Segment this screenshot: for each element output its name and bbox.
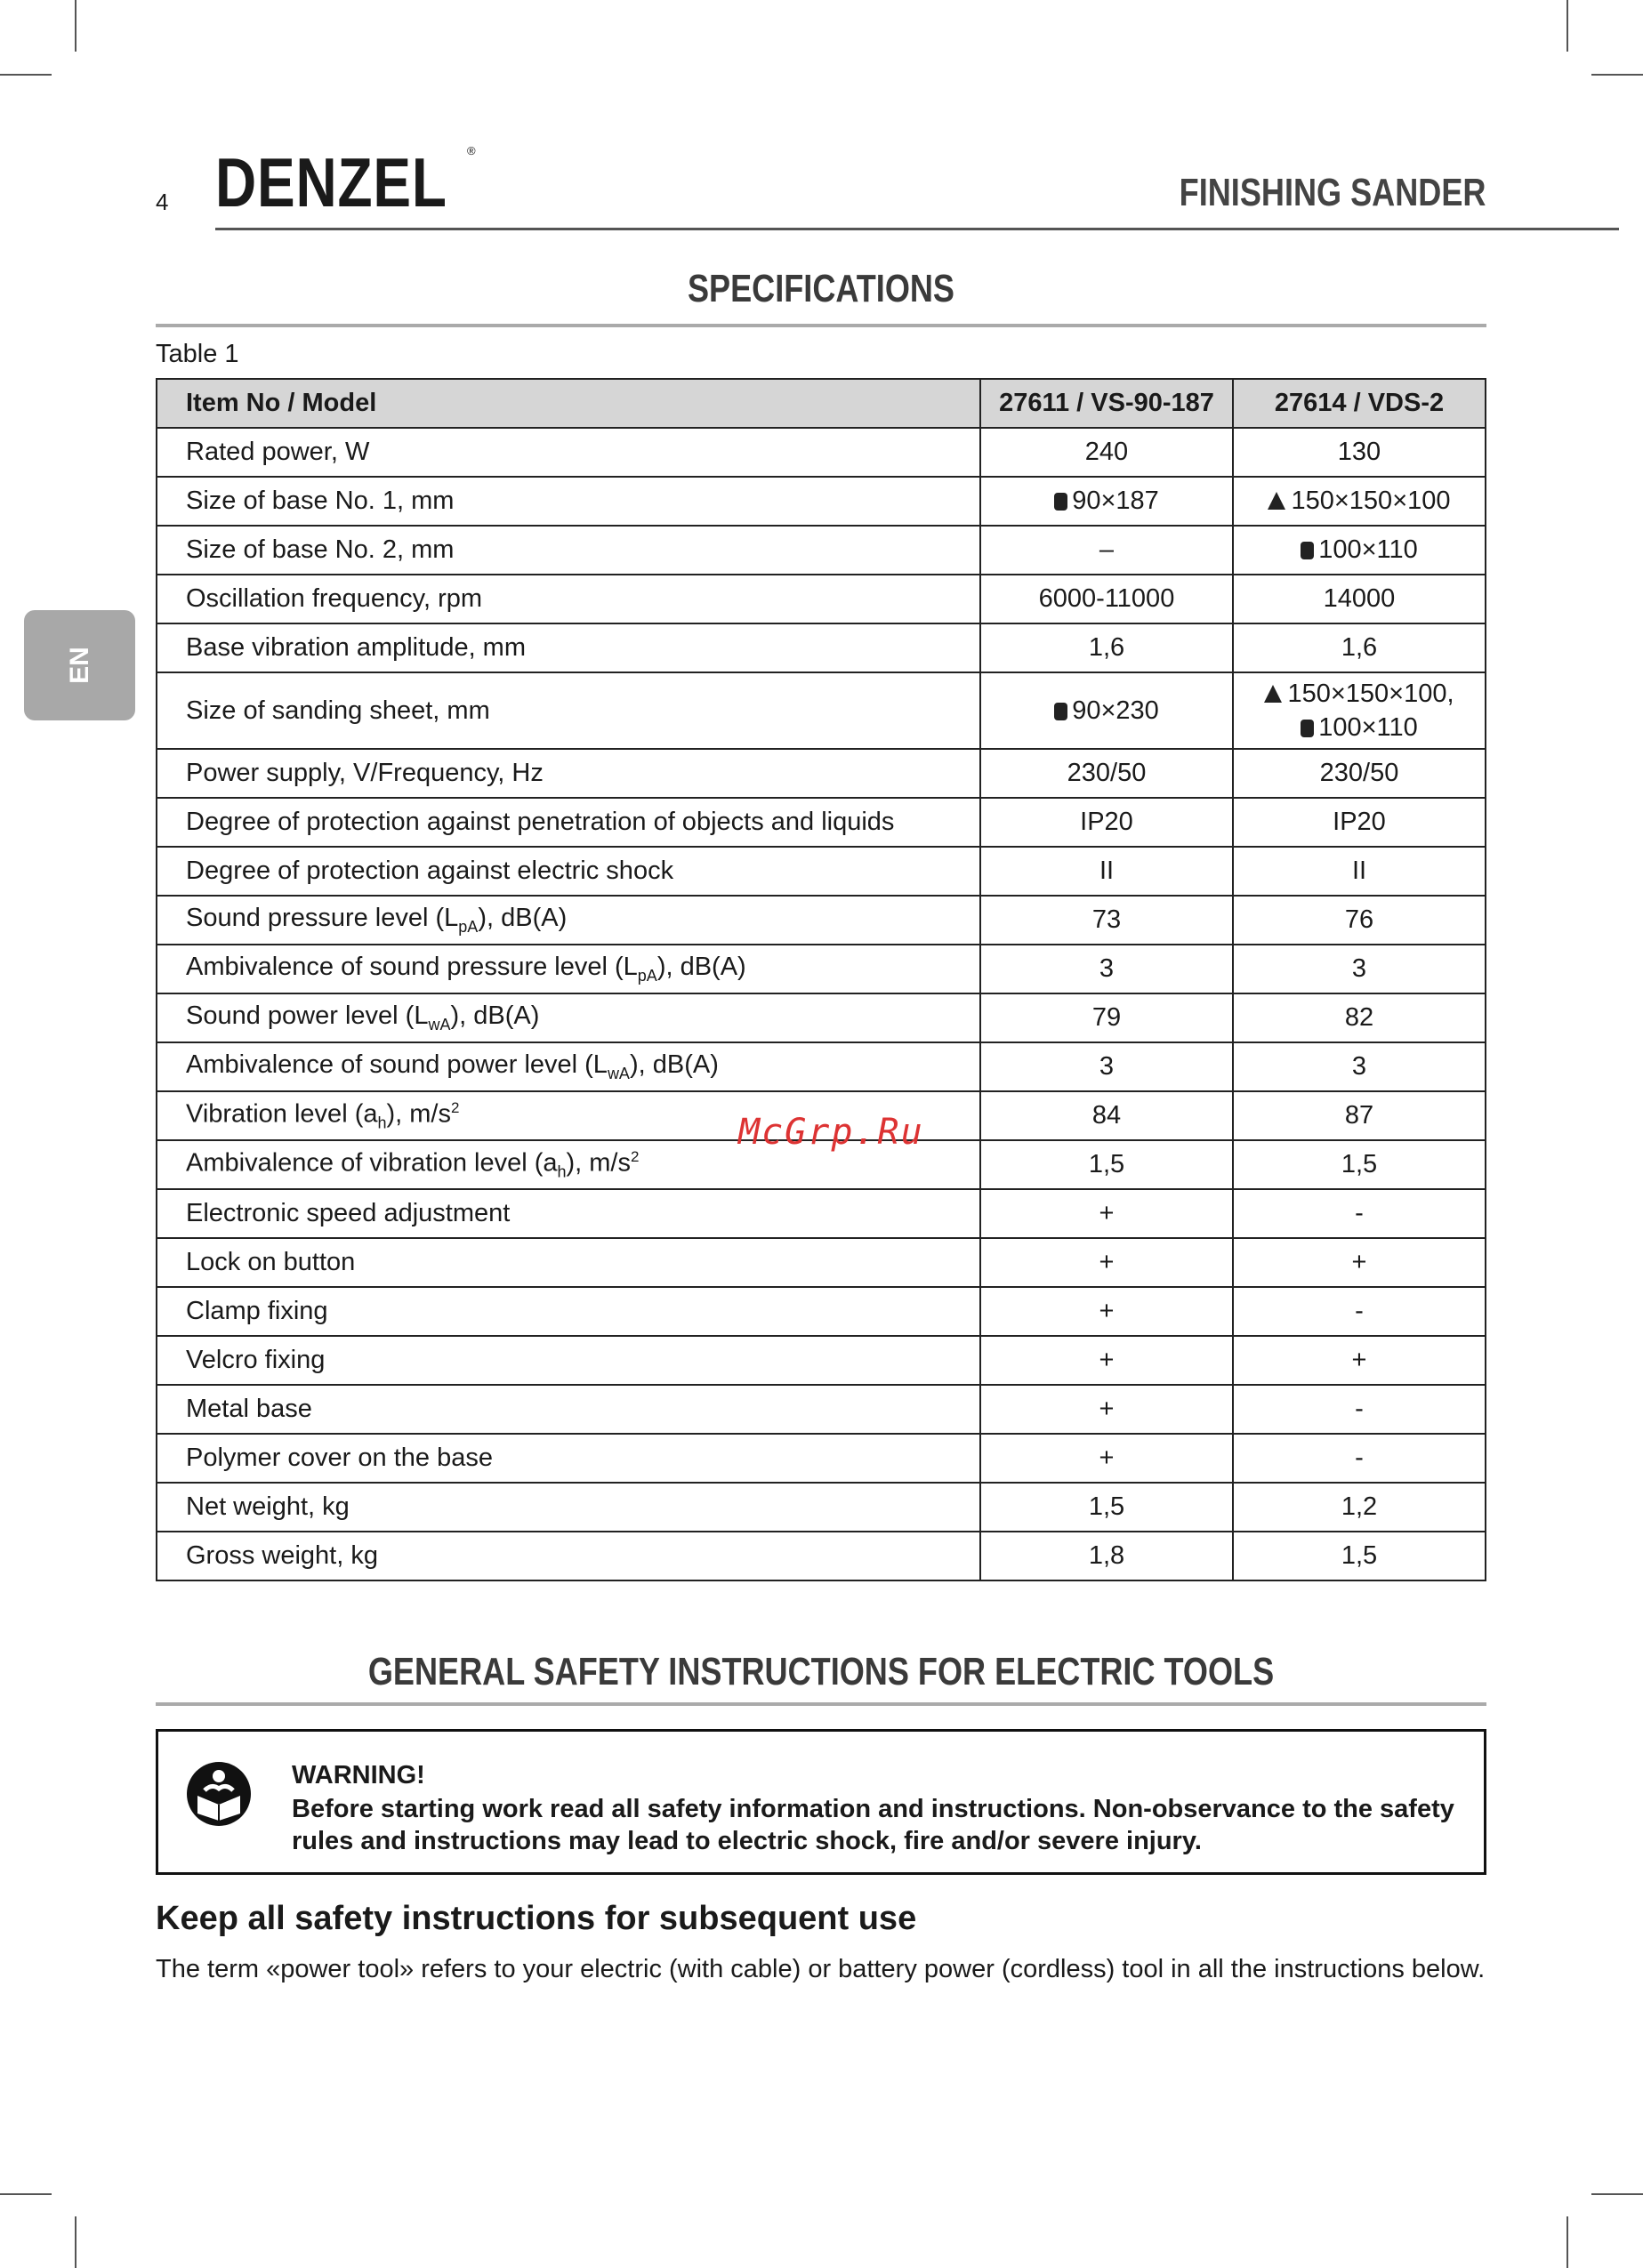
language-tab-label: EN [64, 647, 94, 684]
row-value-2: IP20 [1233, 798, 1486, 847]
row-value-1: 79 [980, 993, 1233, 1042]
header-cell-model-2: 27614 / VDS-2 [1233, 379, 1486, 428]
row-value-1: + [980, 1189, 1233, 1238]
row-label: Sound power level $(L_{wA})$, dB(A) [157, 993, 980, 1042]
table-row [157, 749, 1486, 798]
brand-logo [213, 142, 480, 222]
row-value-2: 14000 [1233, 575, 1486, 623]
row-value-2: - [1233, 1434, 1486, 1483]
table-row [157, 477, 1486, 526]
row-label: Ambivalence of sound pressure level $(L_{pA})$, dB(A) [157, 945, 980, 993]
row-label: Power supply, V/Frequency, Hz [157, 749, 980, 798]
row-value-1: + [980, 1287, 1233, 1336]
table-row [157, 993, 1486, 1042]
row-label: Sound pressure level $(L_{pA})$, dB(A) [157, 896, 980, 945]
rectangle-base-icon [1054, 703, 1067, 720]
row-value-1: IP20 [980, 798, 1233, 847]
specifications-title: SPECIFICATIONS [687, 267, 955, 310]
row-label: Metal base [157, 1385, 980, 1434]
row-label: Electronic speed adjustment [157, 1189, 980, 1238]
table-header-row [157, 379, 1486, 428]
table-row [157, 428, 1486, 477]
row-label: Degree of protection against electric shock [157, 847, 980, 896]
warning-text: Before starting work read all safety information and instructions. Non-observance to the safety rules and instructions may lead to electric shock, fire and/or severe injury. [292, 1795, 1454, 1855]
header-cell-model-1: 27611 / VS-90-187 [980, 379, 1233, 428]
header-cell-item: Item No / Model [157, 379, 980, 428]
row-value-1 [980, 672, 1233, 749]
read-manual-icon [185, 1760, 253, 1828]
row-value-2: 3 [1233, 945, 1486, 993]
row-label: Size of base No. 2, mm [157, 526, 980, 575]
row-value-2: 1,5 [1233, 1140, 1486, 1189]
language-tab [24, 610, 135, 720]
crop-mark [75, 0, 77, 52]
row-value-2 [1233, 477, 1486, 526]
rectangle-base-icon [1054, 493, 1067, 511]
registered-mark: ® [467, 144, 476, 157]
row-value-text: 150×150×100, [1287, 680, 1454, 708]
rectangle-base-icon [1301, 542, 1314, 559]
row-label: Size of sanding sheet, mm [157, 672, 980, 749]
header-rule [215, 228, 1619, 230]
table-row [157, 1336, 1486, 1385]
row-label: Base vibration amplitude, mm [157, 623, 980, 672]
row-value-2 [1233, 526, 1486, 575]
row-label: Lock on button [157, 1238, 980, 1287]
crop-mark [1591, 74, 1643, 76]
row-value-2: 76 [1233, 896, 1486, 945]
table-caption: Table 1 [156, 340, 239, 368]
watermark: McGrp.Ru [738, 1112, 924, 1153]
row-label: Clamp fixing [157, 1287, 980, 1336]
crop-mark [0, 2193, 52, 2195]
row-label: Oscillation frequency, rpm [157, 575, 980, 623]
row-label: Degree of protection against penetration of objects and liquids [157, 798, 980, 847]
row-value-1: 240 [980, 428, 1233, 477]
row-value-2: 1,6 [1233, 623, 1486, 672]
specifications-table [156, 378, 1486, 1581]
table-row [157, 575, 1486, 623]
table-row [157, 526, 1486, 575]
keep-instructions-heading: Keep all safety instructions for subsequent use [156, 1900, 917, 1937]
row-value-1 [980, 477, 1233, 526]
row-value-text: 100×110 [1318, 535, 1418, 564]
row-value-2: II [1233, 847, 1486, 896]
row-value-1: 1,6 [980, 623, 1233, 672]
crop-mark [1591, 2193, 1643, 2195]
row-value-1: 3 [980, 945, 1233, 993]
brand-name: DENZEL [215, 143, 447, 221]
table-row [157, 847, 1486, 896]
row-value-2: 82 [1233, 993, 1486, 1042]
crop-mark [75, 2216, 77, 2268]
row-value-text: 90×230 [1072, 696, 1159, 725]
row-value-text: 100×110 [1318, 713, 1418, 742]
row-value-text: 150×150×100 [1291, 487, 1451, 515]
table-row [157, 1238, 1486, 1287]
row-label: Size of base No. 1, mm [157, 477, 980, 526]
row-value-2: + [1233, 1336, 1486, 1385]
row-label: Polymer cover on the base [157, 1434, 980, 1483]
row-label: Vibration level $(a_h)$, $m/s^2$ [157, 1091, 980, 1140]
row-label: Ambivalence of sound power level $(L_{wA})$, dB(A) [157, 1042, 980, 1091]
table-row [157, 945, 1486, 993]
row-value-1: II [980, 847, 1233, 896]
row-label: Rated power, W [157, 428, 980, 477]
delta-base-icon [1268, 492, 1285, 510]
power-tool-definition: The term «power tool» refers to your electric (with cable) or battery power (cordless) tool in all the instructions below. [156, 1955, 1486, 1983]
row-value-1: + [980, 1336, 1233, 1385]
table-row [157, 1042, 1486, 1091]
row-value-1: + [980, 1385, 1233, 1434]
row-value-1: 6000-11000 [980, 575, 1233, 623]
row-value-1: 1,5 [980, 1483, 1233, 1532]
table-row [157, 672, 1486, 749]
row-label: Ambivalence of vibration level $(a_h)$, $m/s^2$ [157, 1140, 980, 1189]
table-row [157, 1189, 1486, 1238]
row-label: Gross weight, kg [157, 1532, 980, 1580]
row-value-1: 1,5 [980, 1140, 1233, 1189]
row-value-1: 1,8 [980, 1532, 1233, 1580]
row-value-2: 1,2 [1233, 1483, 1486, 1532]
row-value-2: 230/50 [1233, 749, 1486, 798]
row-value-2: - [1233, 1189, 1486, 1238]
delta-base-icon [1264, 685, 1282, 703]
table-row [157, 1483, 1486, 1532]
row-value-2 [1233, 672, 1486, 749]
row-value-2: + [1233, 1238, 1486, 1287]
row-value-1: + [980, 1238, 1233, 1287]
row-label: Net weight, kg [157, 1483, 980, 1532]
table-row [157, 896, 1486, 945]
row-value-1: – [980, 526, 1233, 575]
header-title: FINISHING SANDER [1179, 171, 1486, 214]
row-value-1: 3 [980, 1042, 1233, 1091]
row-value-1: 84 [980, 1091, 1233, 1140]
row-value-2: 1,5 [1233, 1532, 1486, 1580]
table-row [157, 798, 1486, 847]
row-value-2: 87 [1233, 1091, 1486, 1140]
table-row [157, 1532, 1486, 1580]
row-value-1: + [980, 1434, 1233, 1483]
table-row [157, 1385, 1486, 1434]
row-value-2: 3 [1233, 1042, 1486, 1091]
row-value-2: - [1233, 1385, 1486, 1434]
crop-mark [0, 74, 52, 76]
safety-title: GENERAL SAFETY INSTRUCTIONS FOR ELECTRIC TOOLS [367, 1650, 1275, 1693]
crop-mark [1566, 0, 1568, 52]
row-value-2: - [1233, 1287, 1486, 1336]
page-number: 4 [156, 189, 169, 215]
crop-mark [1566, 2216, 1568, 2268]
row-label: Velcro fixing [157, 1336, 980, 1385]
row-value-1: 230/50 [980, 749, 1233, 798]
row-value-2: 130 [1233, 428, 1486, 477]
table-row [157, 1287, 1486, 1336]
row-value-1: 73 [980, 896, 1233, 945]
warning-title: WARNING! [292, 1761, 425, 1789]
section-rule [156, 324, 1486, 327]
section-rule [156, 1702, 1486, 1706]
table-row [157, 1434, 1486, 1483]
row-value-text: 90×187 [1072, 487, 1159, 515]
table-row [157, 623, 1486, 672]
rectangle-base-icon [1301, 720, 1314, 737]
warning-box [156, 1729, 1486, 1875]
